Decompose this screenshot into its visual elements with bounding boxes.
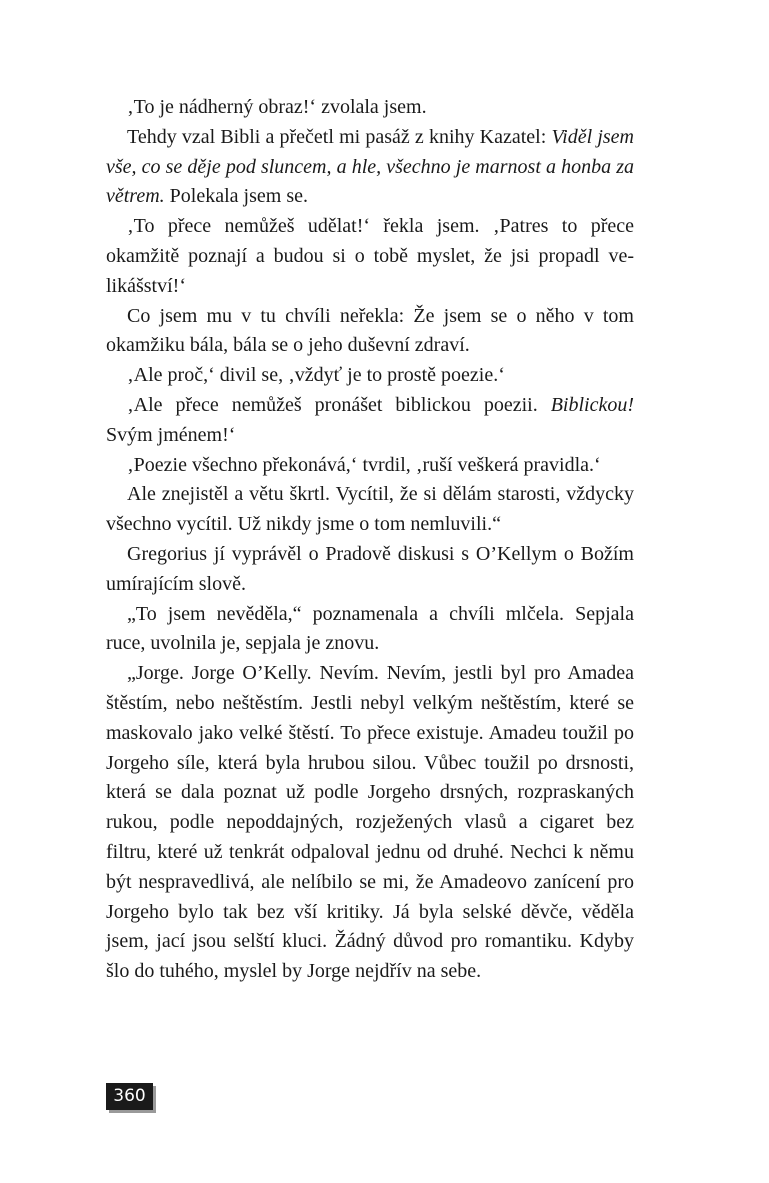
- paragraph-text: Svým jménem!‘: [106, 423, 236, 446]
- paragraph-text: ‚Ale přece nemůžeš pronášet biblickou poezii.: [127, 393, 551, 416]
- paragraph-text: ‚Ale proč,‘ divil se, ‚vždyť je to prostě poezie.‘: [127, 364, 505, 387]
- page-number: 360: [113, 1086, 146, 1106]
- paragraph-text: „To jsem nevěděla,“ poznamenala a chvíli mlčela. Sepjala ruce, uvolnila je, sepjala je znovu.: [106, 602, 634, 655]
- paragraph-3: [106, 212, 634, 301]
- paragraph-text: Tehdy vzal Bibli a přečetl mi pasáž z knihy Kazatel:: [127, 125, 552, 148]
- paragraph-text: ‚To je nádherný obraz!‘ zvolala jsem.: [127, 96, 427, 118]
- paragraph-text: Polekala jsem se.: [164, 185, 308, 208]
- paragraph-8: [106, 480, 634, 540]
- paragraph-10: [106, 600, 634, 660]
- paragraph-11: [106, 659, 634, 987]
- paragraph-5: [106, 361, 634, 391]
- paragraph-2: [106, 123, 634, 212]
- paragraph-4: [106, 302, 634, 362]
- paragraph-9: [106, 540, 634, 600]
- paragraph-text: Co jsem mu v tu chvíli neřekla: Že jsem se o něho v tom okamžiku bála, bála se o jeho duševní zdraví.: [106, 304, 634, 357]
- paragraph-6: [106, 391, 634, 451]
- paragraph-italic-word: Biblickou!: [550, 393, 634, 416]
- book-page-text: [106, 93, 634, 987]
- page-number-badge: [106, 1083, 153, 1110]
- paragraph-text: Gregorius jí vyprávěl o Pradově diskusi s O’Kellym o Božím umírajícím slově.: [106, 542, 634, 595]
- paragraph-text: ‚To přece nemůžeš udělat!‘ řekla jsem. ‚Patres to přece okamžitě poznají a budou si o tobě myslet, že jsi propadl velikášství!‘: [106, 215, 634, 297]
- paragraph-7: [106, 451, 634, 481]
- paragraph-text: Ale znejistěl a větu škrtl. Vycítil, že si dělám starosti, vždycky všechno vycítil. Už nikdy jsme o tom nemluvili.“: [106, 483, 634, 536]
- paragraph-italic-quote: Viděl jsem vše, co se děje pod sluncem, a hle, všechno je marnost a honba za větrem.: [106, 125, 634, 208]
- paragraph-text: „Jorge. Jorge O’Kelly. Nevím. Nevím, jestli byl pro Amadea štěstím, nebo neštěstím. Jestli nebyl velkým neštěstím, které se maskovalo jako velké štěstí. To přece existuje. Amadeu toužil po Jorgeho síle, která byla hrubou silou. Vůbec toužil po drsnosti, která se dala poznat už podle Jorgeho drsných, rozpraskaných rukou, podle nepoddajných, rozježených vlasů a cigaret bez filtru, které už tenkrát odpaloval jednu od druhé. Nechci k němu být nespravedlivá, ale nelíbilo se mi, že Amadeovo zanícení pro Jorgeho bylo tak bez vší kritiky. Já byla selské děvče, věděla jsem, jací jsou selští kluci. Žádný důvod pro romantiku. Kdyby šlo do tuhého, myslel by Jorge nejdřív na sebe.: [106, 662, 634, 983]
- paragraph-1: [106, 93, 634, 123]
- paragraph-text: ‚Poezie všechno překonává,‘ tvrdil, ‚ruší veškerá pravidla.‘: [127, 453, 601, 476]
